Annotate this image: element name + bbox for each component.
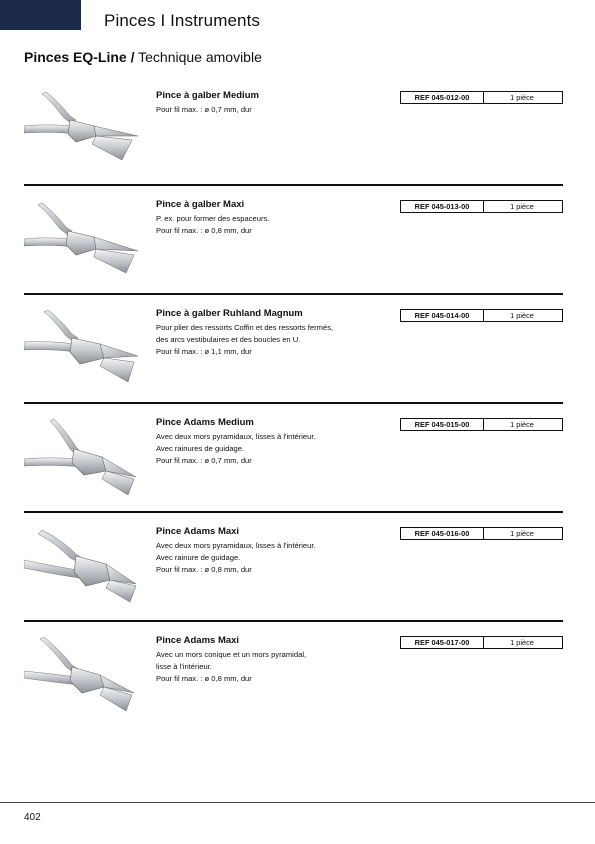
description-line: Pour fil max. : ø 0,8 mm, dur <box>156 674 252 683</box>
description-line: Avec un mors conique et un mors pyramidal, <box>156 650 307 659</box>
ref-number: REF 045-017-00 <box>400 636 484 649</box>
product-name: Pince Adams Medium <box>156 417 254 428</box>
row-divider <box>24 620 563 622</box>
description-line: Pour plier des ressorts Coffin et des ressorts fermés, <box>156 323 334 332</box>
page-number: 402 <box>24 812 41 823</box>
product-description <box>156 540 371 576</box>
contouring-pliers-image <box>24 90 142 170</box>
product-name: Pince à galber Ruhland Magnum <box>156 308 303 319</box>
product-description <box>156 104 371 116</box>
quantity: 1 pièce <box>482 91 563 104</box>
adams-pliers-image <box>24 417 142 497</box>
section-title <box>24 49 262 65</box>
contouring-pliers-image <box>24 199 142 279</box>
product-row <box>24 631 563 740</box>
contouring-pliers-image <box>24 308 142 388</box>
quantity: 1 pièce <box>482 200 563 213</box>
row-divider <box>24 293 563 295</box>
product-row <box>24 195 563 304</box>
description-line: Pour fil max. : ø 0,8 mm, dur <box>156 226 252 235</box>
ref-number: REF 045-012-00 <box>400 91 484 104</box>
description-line: lisse à l'intérieur. <box>156 662 212 671</box>
ref-number: REF 045-013-00 <box>400 200 484 213</box>
ref-number: REF 045-016-00 <box>400 527 484 540</box>
description-line: P. ex. pour former des espaceurs. <box>156 214 270 223</box>
quantity: 1 pièce <box>482 636 563 649</box>
description-line: des arcs vestibulaires et des boucles en U. <box>156 335 301 344</box>
product-description <box>156 649 371 685</box>
description-line: Avec rainures de guidage. <box>156 444 245 453</box>
quantity: 1 pièce <box>482 527 563 540</box>
product-name: Pince Adams Maxi <box>156 635 240 646</box>
product-row <box>24 304 563 413</box>
product-description <box>156 322 371 358</box>
product-row <box>24 522 563 631</box>
page-header-title: Pinces I Instruments <box>104 11 261 30</box>
description-line: Pour fil max. : ø 0,7 mm, dur <box>156 456 252 465</box>
adams-pliers-image <box>24 526 142 606</box>
description-line: Pour fil max. : ø 0,7 mm, dur <box>156 105 252 114</box>
description-line: Avec deux mors pyramidaux, lisses à l'intérieur. <box>156 432 316 441</box>
product-row <box>24 413 563 522</box>
product-description <box>156 431 371 467</box>
description-line: Avec rainure de guidage. <box>156 553 241 562</box>
section-title-bold: Pinces EQ-Line / <box>24 49 135 65</box>
ref-number: REF 045-015-00 <box>400 418 484 431</box>
product-name: Pince Adams Maxi <box>156 526 240 537</box>
product-description <box>156 213 371 237</box>
row-divider <box>24 511 563 513</box>
brand-color-block <box>0 0 81 30</box>
product-name: Pince à galber Medium <box>156 90 259 101</box>
description-line: Pour fil max. : ø 1,1 mm, dur <box>156 347 252 356</box>
product-name: Pince à galber Maxi <box>156 199 245 210</box>
section-title-rest: Technique amovible <box>134 49 262 65</box>
adams-pliers-image <box>24 635 142 715</box>
product-row <box>24 86 563 195</box>
description-line: Avec deux mors pyramidaux, lisses à l'intérieur. <box>156 541 316 550</box>
quantity: 1 pièce <box>482 309 563 322</box>
row-divider <box>24 184 563 186</box>
ref-number: REF 045-014-00 <box>400 309 484 322</box>
quantity: 1 pièce <box>482 418 563 431</box>
description-line: Pour fil max. : ø 0,8 mm, dur <box>156 565 252 574</box>
footer-rule <box>0 802 595 803</box>
row-divider <box>24 402 563 404</box>
